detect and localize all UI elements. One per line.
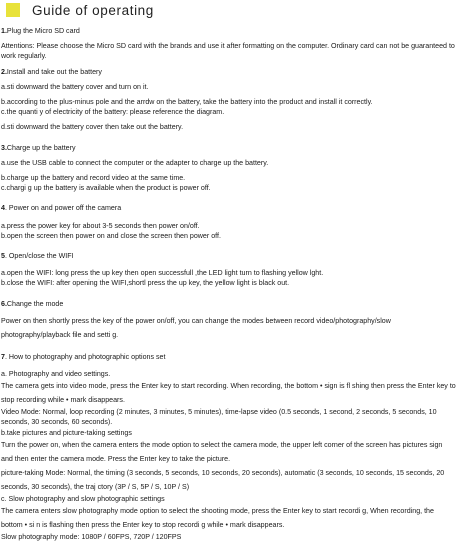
section-2-heading: 2.Install and take out the battery	[1, 67, 102, 76]
section-7	[1, 352, 456, 542]
section-7b-paragraph-1: Turn the power on, when the camera enters the mode option to select the camera mode, the upper left corner of the screen has pictures sign and then enter the camera mode. Press the Enter key to take the picture.	[1, 440, 443, 463]
section-2-line-c: c.the quanti y of electricity of the battery: please reference the diagram.	[1, 108, 225, 117]
section-1-attention: Attentions: Please choose the Micro SD card with the brands and use it after formatting on the computer. Ordinary card can not be guaranteed to work regularly.	[1, 42, 455, 61]
section-5-heading: 5. Open/close the WIFI	[1, 252, 74, 261]
section-7a-paragraph-1: The camera gets into video mode, press the Enter key to start recording. When recording, the bottom • sign is fl shing then press the Enter key to stop recording while • mark disappears.	[1, 382, 456, 405]
section-3-heading: 3.Charge up the battery	[1, 143, 76, 152]
section-7c-title: c. Slow photography and slow photographic settings	[1, 494, 165, 503]
page-title: Guide of operating	[32, 2, 154, 18]
section-4-heading: 4. Power on and power off the camera	[1, 204, 122, 213]
section-7c-paragraph-1: The camera enters slow photography mode option to select the shooting mode, press the Enter key to start recordi g, When recording, the bottom • si n is flashing then press the Enter key to stop recordi g while • mark disappears.	[1, 507, 434, 530]
section-4-line-b: b.open the screen then power on and close the screen then power off.	[1, 231, 221, 240]
section-2	[1, 67, 456, 133]
section-7-heading: 7. How to photography and photographic options set	[1, 352, 166, 361]
section-6-heading: 6.Change the mode	[1, 299, 64, 308]
section-6	[1, 299, 456, 342]
section-3-line-a: a.use the USB cable to connect the computer or the adapter to charge up the battery.	[1, 158, 269, 167]
section-7a-paragraph-2: Video Mode: Normal, loop recording (2 minutes, 3 minutes, 5 minutes), time-lapse video (0.5 seconds, 1 second, 2 seconds, 5 seconds, 10 seconds, 30 seconds, 60 seconds).	[1, 408, 437, 427]
section-1	[1, 26, 456, 62]
section-7b-paragraph-2: picture-taking Mode: Normal, the timing (3 seconds, 5 seconds, 10 seconds, 20 seconds), automatic (3 seconds, 10 seconds, 15 seconds, 20 seconds, 30 seconds), the traj ctory (3P / S, 5P / S, 10P / S)	[1, 468, 445, 491]
section-7c-paragraph-2: Slow photography mode: 1080P / 60FPS, 720P / 120FPS	[1, 533, 182, 542]
section-3-line-b: b.charge up the battery and record video at the same time.	[1, 174, 186, 183]
guide-header	[0, 0, 154, 20]
section-2-line-a: a.sti downward the battery cover and turn on it.	[1, 82, 149, 91]
section-4	[1, 203, 456, 241]
section-7b-title: b.take pictures and picture-taking settings	[1, 428, 132, 437]
section-7a-title: a. Photography and video settings.	[1, 370, 111, 379]
section-3-line-c: c.chargi g up the battery is available when the product is power off.	[1, 184, 211, 193]
section-6-paragraph: Power on then shortly press the key of the power on/off, you can change the modes between record video/photography/slow photography/playback file and setti g.	[1, 316, 391, 339]
section-5-line-a: a.open the WIFI: long press the up key then open successfull ,the LED light turn to flashing yellow lght.	[1, 269, 324, 278]
section-4-line-a: a.press the power key for about 3-5 seconds then power on/off.	[1, 221, 200, 230]
section-3	[1, 143, 456, 194]
section-2-line-b: b.according to the plus-minus pole and the arrdw on the battery, take the battery into the product and install it correctly.	[1, 98, 373, 107]
section-1-heading: 1.Plug the Micro SD card	[1, 27, 80, 35]
header-accent-square	[6, 3, 20, 17]
section-5	[1, 251, 456, 289]
guide-content	[1, 26, 456, 542]
section-2-line-d: d.sti downward the battery cover then take out the battery.	[1, 123, 184, 132]
section-5-line-b: b.close the WIFI: after opening the WIFI,shortl press the up key, the yellow light is black out.	[1, 279, 290, 288]
